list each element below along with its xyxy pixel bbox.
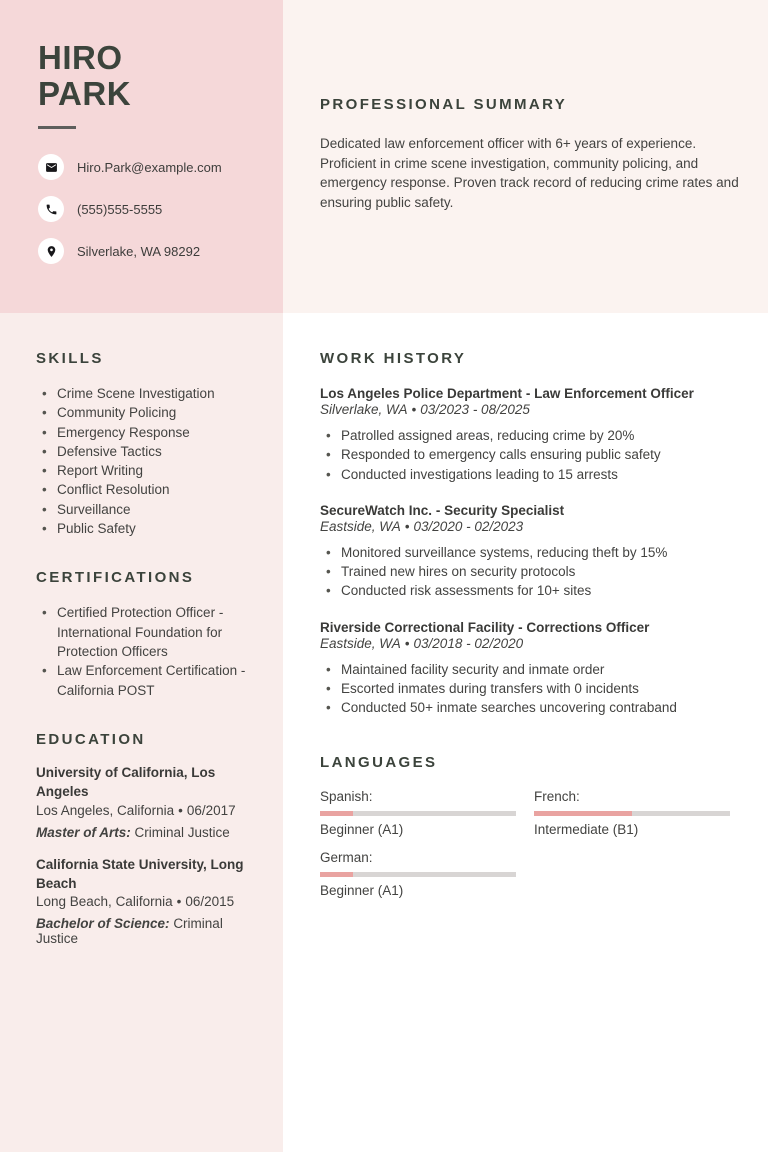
education-location: Long Beach, California: [36, 894, 173, 910]
job-bullet: • Patrolled assigned areas, reducing crime by 20%: [320, 426, 738, 445]
title-separator: -: [525, 386, 531, 401]
job-dates: 03/2023 - 08/2025: [420, 402, 530, 417]
language-item: [320, 789, 516, 837]
skill-item: • Report Writing: [36, 461, 258, 480]
envelope-icon: [38, 154, 64, 180]
education-date: 06/2017: [186, 802, 236, 818]
skills-heading: SKILLS: [36, 350, 104, 367]
language-progress-track: [320, 811, 516, 816]
job-bullet: • Trained new hires on security protocols: [320, 562, 738, 581]
job-dates: 03/2018 - 02/2020: [413, 635, 524, 651]
job-bullet-list: [320, 543, 738, 601]
languages-grid: [320, 789, 738, 898]
job-company: SecureWatch Inc.: [320, 502, 433, 518]
job-company: Riverside Correctional Facility: [320, 619, 515, 635]
job-meta-line: [320, 402, 738, 417]
certifications-section: [36, 569, 258, 699]
job-bullet: • Conducted risk assessments for 10+ sites: [320, 581, 738, 600]
language-label: Spanish:: [320, 788, 373, 804]
education-location: Los Angeles, California: [36, 802, 175, 818]
job-role: Corrections Officer: [526, 619, 650, 635]
skill-item: • Crime Scene Investigation: [36, 384, 258, 403]
languages-heading: LANGUAGES: [320, 753, 438, 771]
job-role: Law Enforcement Officer: [534, 386, 694, 401]
language-progress-fill: [320, 872, 353, 877]
language-level: Beginner (A1): [320, 821, 404, 837]
meta-separator: •: [404, 518, 410, 534]
work-history-heading: WORK HISTORY: [320, 350, 467, 367]
work-history-section: [320, 350, 738, 718]
language-progress-track: [320, 872, 516, 877]
education-degree-line: [36, 916, 258, 946]
contact-location: Silverlake, WA 98292: [77, 243, 201, 259]
title-separator: -: [518, 619, 523, 635]
contact-email-row: [38, 154, 263, 180]
job-title-line: [320, 620, 738, 635]
name-divider: [38, 126, 76, 129]
job-bullet-list: [320, 426, 738, 484]
education-meta: [36, 894, 258, 909]
main-column: [320, 350, 738, 898]
language-level: Intermediate (B1): [534, 821, 639, 837]
education-field: Criminal Justice: [134, 824, 230, 840]
education-degree-line: [36, 825, 258, 840]
skill-item: • Emergency Response: [36, 423, 258, 442]
job-location: Silverlake, WA: [320, 402, 408, 417]
education-section: [36, 731, 258, 947]
education-school: California State University, Long Beach: [36, 856, 244, 891]
contact-phone: (555)555-5555: [77, 201, 163, 217]
candidate-name: [38, 40, 263, 111]
professional-summary-section: [320, 96, 740, 213]
education-entry: [36, 764, 258, 840]
job-dates: 03/2020 - 02/2023: [413, 518, 524, 534]
job-bullet: • Conducted investigations leading to 15 arrests: [320, 465, 738, 484]
education-field: Criminal Justice: [36, 916, 223, 947]
education-heading: EDUCATION: [36, 730, 146, 748]
education-degree: Master of Arts:: [36, 824, 131, 840]
job-bullet: • Monitored surveillance systems, reducing theft by 15%: [320, 543, 738, 562]
summary-heading: PROFESSIONAL SUMMARY: [320, 96, 568, 113]
contact-email: Hiro.Park@example.com: [77, 159, 222, 175]
job-company: Los Angeles Police Department: [320, 386, 523, 401]
job-bullet: • Responded to emergency calls ensuring public safety: [320, 445, 738, 464]
education-meta: [36, 803, 258, 818]
contact-phone-row: [38, 196, 263, 222]
languages-section: [320, 754, 738, 898]
job-bullet-list: [320, 660, 738, 718]
job-location: Eastside, WA: [320, 635, 401, 651]
skill-item: • Surveillance: [36, 500, 258, 519]
education-degree: Bachelor of Science:: [36, 916, 170, 932]
language-label: German:: [320, 849, 373, 865]
job-meta-line: [320, 636, 738, 651]
certifications-heading: CERTIFICATIONS: [36, 569, 195, 587]
certification-item: • Certified Protection Officer - International Foundation for Protection Officers: [36, 603, 258, 661]
skill-item: • Community Policing: [36, 403, 258, 422]
language-progress-track: [534, 811, 730, 816]
title-separator: -: [435, 502, 441, 518]
summary-text: Dedicated law enforcement officer with 6+ years of experience. Proficient in crime scene investigation, community policing, and emergency response. Proven track record of reducing crime rates and ensuring public safety.: [320, 136, 739, 211]
job-meta-line: [320, 519, 738, 534]
skill-item: • Defensive Tactics: [36, 442, 258, 461]
language-level: Beginner (A1): [320, 882, 404, 898]
phone-icon: [38, 196, 64, 222]
certification-item: • Law Enforcement Certification - California POST: [36, 661, 258, 700]
certifications-list: [36, 603, 258, 699]
language-progress-fill: [320, 811, 353, 816]
contact-location-row: [38, 238, 263, 264]
job-entry: [320, 503, 738, 601]
job-bullet: • Maintained facility security and inmate order: [320, 660, 738, 679]
language-item: [534, 789, 730, 837]
skill-item: • Conflict Resolution: [36, 480, 258, 499]
contact-list: [38, 154, 263, 264]
location-pin-icon: [38, 238, 64, 264]
meta-separator: •: [411, 402, 417, 417]
candidate-first-name: HIRO: [38, 39, 123, 76]
education-school: University of California, Los Angeles: [36, 764, 216, 799]
job-role: Security Specialist: [444, 502, 565, 518]
job-title-line: [320, 503, 738, 518]
job-bullet: • Conducted 50+ inmate searches uncovering contraband: [320, 698, 738, 717]
job-bullet: • Escorted inmates during transfers with 0 incidents: [320, 679, 738, 698]
meta-separator: •: [178, 802, 183, 818]
meta-separator: •: [176, 894, 182, 910]
job-entry: [320, 386, 738, 484]
candidate-last-name: PARK: [38, 74, 132, 112]
job-location: Eastside, WA: [320, 518, 401, 534]
education-date: 06/2015: [185, 894, 235, 910]
language-progress-fill: [534, 811, 632, 816]
meta-separator: •: [404, 635, 410, 651]
skills-list: [36, 384, 258, 538]
language-item: [320, 850, 516, 898]
education-entry: [36, 856, 258, 947]
job-entry: [320, 620, 738, 718]
sidebar: [36, 350, 258, 946]
language-label: French:: [534, 788, 580, 804]
header-left: [38, 40, 263, 280]
skills-section: [36, 350, 258, 538]
job-title-line: [320, 386, 738, 401]
skill-item: • Public Safety: [36, 519, 258, 538]
